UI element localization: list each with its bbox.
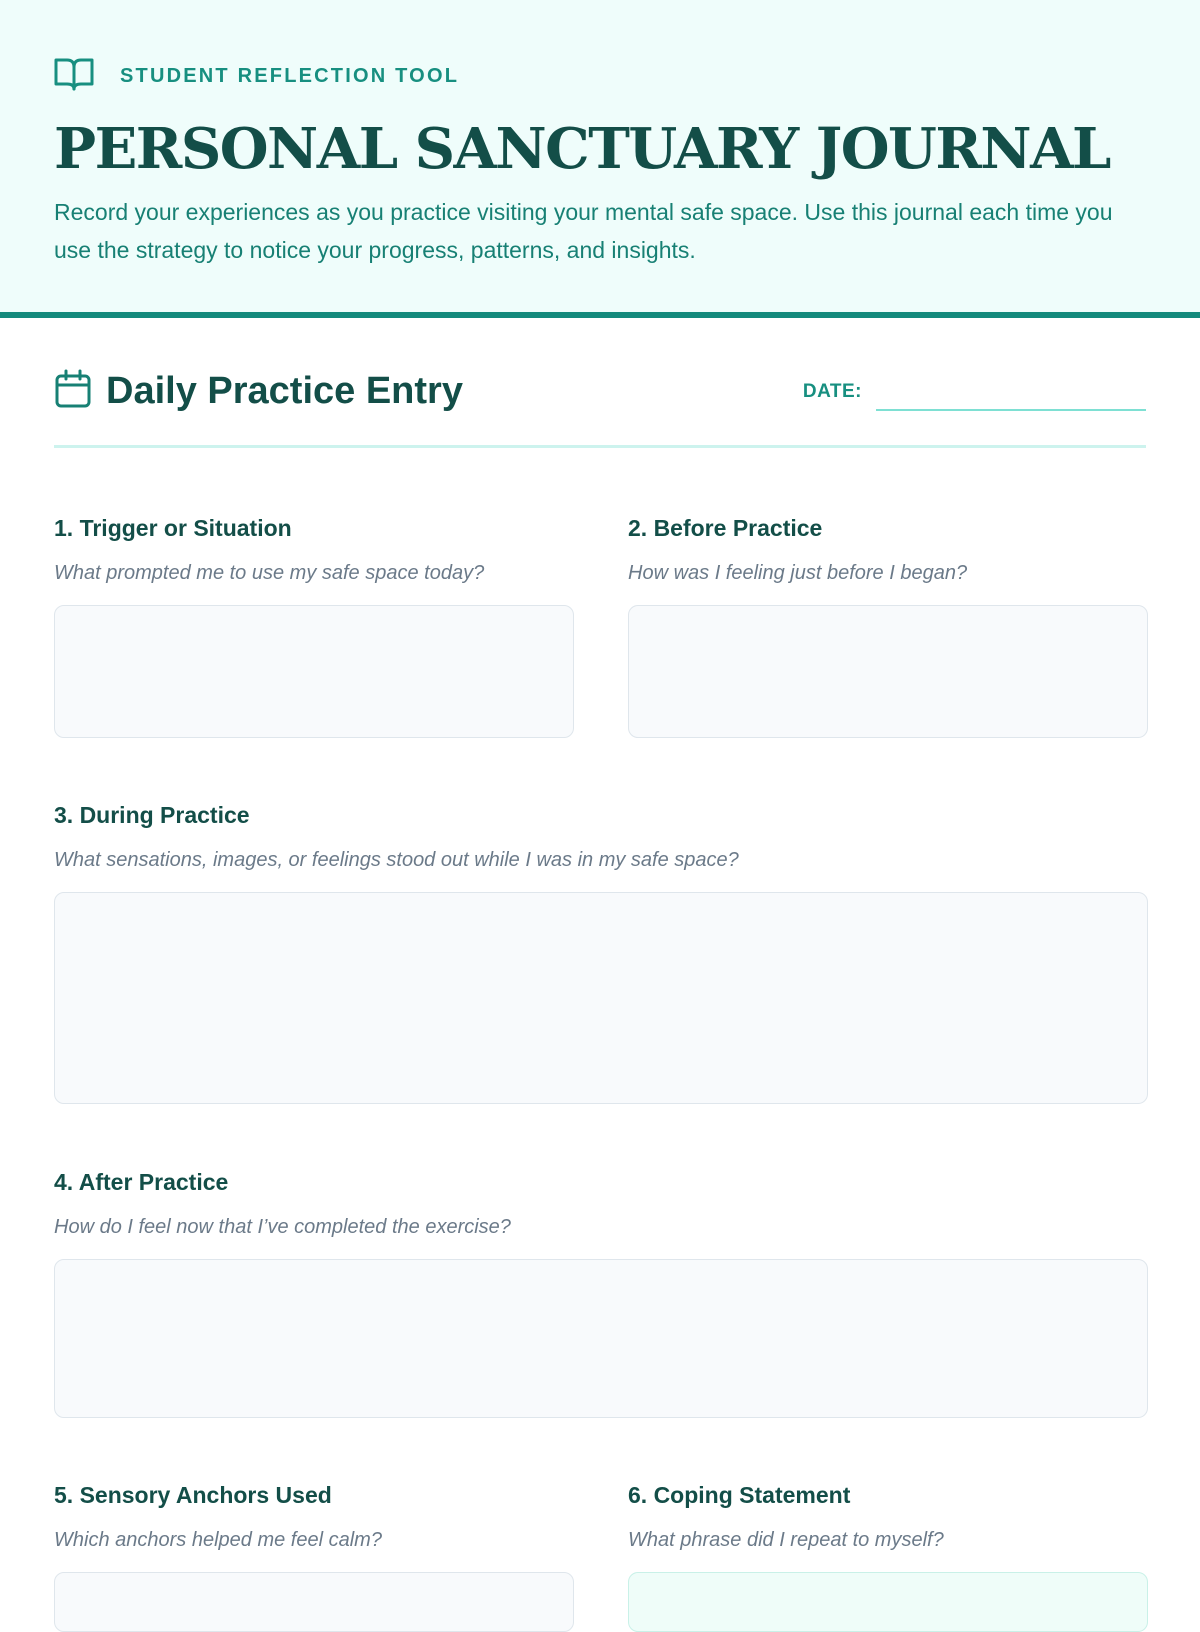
section-sensory — [54, 1482, 574, 1632]
section-prompt: How was I feeling just before I began? — [628, 562, 968, 584]
section-prompt: What prompted me to use my safe space today? — [54, 562, 485, 584]
entry-title-group — [54, 369, 463, 414]
section-title: 5. Sensory Anchors Used — [54, 1482, 332, 1508]
entry-title: Daily Practice Entry — [106, 370, 463, 412]
eyebrow-row — [54, 56, 1146, 97]
section-title: 6. Coping Statement — [628, 1482, 851, 1508]
calendar-icon — [54, 369, 92, 414]
date-group — [803, 373, 1146, 411]
section-title: 4. After Practice — [54, 1169, 229, 1195]
intro-text: Record your experiences as you practice visiting your mental safe space. Use this journal each time you use the strategy to notice your progress, patterns, and insights. — [54, 199, 1113, 263]
journal-header — [0, 0, 1200, 318]
section-prompt: Which anchors helped me feel calm? — [54, 1529, 382, 1551]
entry-header — [54, 318, 1146, 448]
page-title: PERSONAL SANCTUARY JOURNAL — [54, 116, 1110, 182]
section-prompt: What phrase did I repeat to myself? — [628, 1529, 944, 1551]
sensory-textarea[interactable] — [54, 1572, 574, 1632]
during-textarea[interactable] — [54, 892, 1148, 1104]
section-coping — [628, 1482, 1148, 1632]
coping-textarea[interactable] — [628, 1572, 1148, 1632]
before-textarea[interactable] — [628, 605, 1148, 738]
book-open-icon — [54, 56, 94, 97]
section-during — [54, 802, 1148, 1104]
eyebrow-label: STUDENT REFLECTION TOOL — [120, 65, 460, 87]
journal-body — [0, 318, 1200, 448]
section-after — [54, 1169, 1148, 1418]
trigger-textarea[interactable] — [54, 605, 574, 738]
date-input[interactable] — [876, 381, 1146, 411]
section-title: 3. During Practice — [54, 802, 250, 828]
section-prompt: What sensations, images, or feelings stood out while I was in my safe space? — [54, 849, 739, 871]
section-title: 1. Trigger or Situation — [54, 515, 292, 541]
section-before — [628, 515, 1148, 738]
section-prompt: How do I feel now that I’ve completed the exercise? — [54, 1216, 511, 1238]
section-title: 2. Before Practice — [628, 515, 823, 541]
section-trigger — [54, 515, 574, 738]
date-label: DATE: — [802, 380, 862, 402]
after-textarea[interactable] — [54, 1259, 1148, 1418]
